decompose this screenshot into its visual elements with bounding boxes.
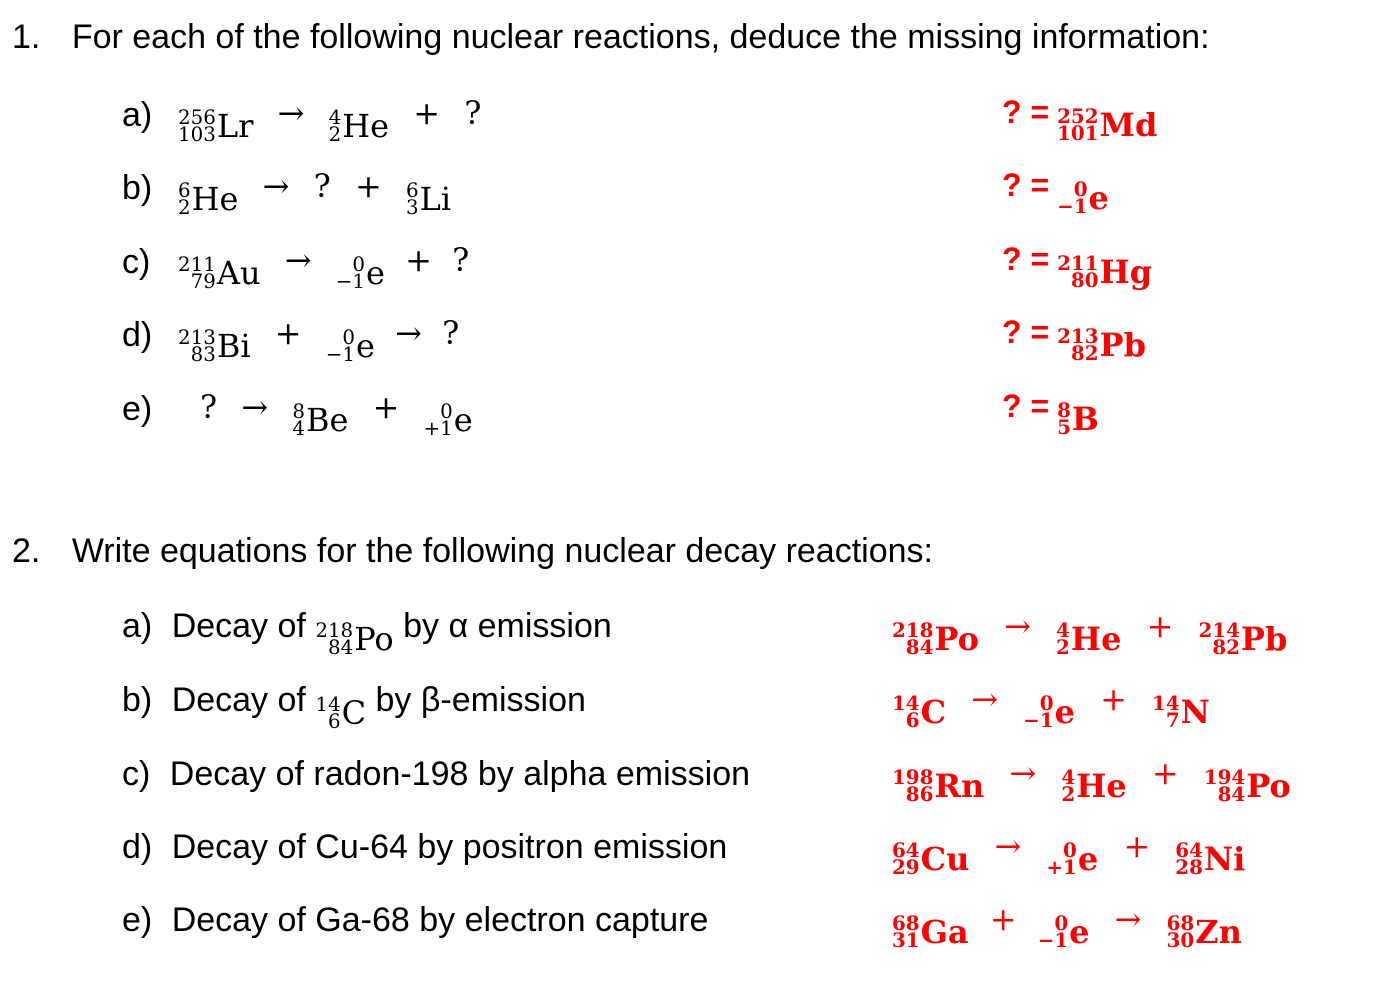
q2b-answer [892,680,1210,731]
q2a-answer [892,607,1287,658]
nuclide-au-211: 211 79 Au [178,253,261,294]
unknown: ? [313,167,331,205]
beta-particle: 0 −1 e [1023,691,1075,733]
nuclide-he-4: 4 2 He [328,106,390,147]
nuclide-rn-198: 198 86 Rn [892,765,985,807]
q1c-answer: ? = 211 80 Hg [1002,241,1153,293]
arrow: → [284,241,312,279]
nuclide-li-6: 6 3 Li [405,179,452,220]
nuclide-he-6: 6 2 He [178,179,239,220]
question-1-number: 1. [12,18,41,56]
arrow: → [994,827,1022,865]
positron-particle: 0 +1 e [1046,838,1099,880]
q1d-answer: ? = 213 82 Pb [1002,314,1146,366]
q1b-label: b) [122,169,153,207]
plus: + [1100,680,1127,718]
nuclide-cu-64: 64 29 Cu [892,838,970,880]
q2e-text: e) Decay of Ga-68 by electron capture [122,901,709,939]
q1e-answer: ? = 8 5 B [1002,388,1099,440]
nuclide-b-8: 8 5 B [1057,398,1099,440]
q2c-answer [892,754,1291,805]
plus: + [354,167,382,205]
nuclide-zn-68: 68 30 Zn [1166,911,1242,953]
q2d-text: d) Decay of Cu-64 by positron emission [122,828,728,866]
question-2-number: 2. [12,532,41,570]
q1e-label: e) [122,390,153,428]
arrow: → [241,388,269,426]
unknown: ? [442,314,460,352]
beta-particle: 0 −1 e [335,253,385,294]
nuclide-pb-213: 213 82 Pb [1057,324,1146,366]
nuclide-n-14: 14 7 N [1152,691,1210,733]
question-2-title [12,532,933,571]
q1e-equation [200,388,473,439]
nuclide-po-218: 218 84 Po [315,619,394,660]
q2b-text: b) Decay of 14 6 C by β-emission [122,681,586,734]
nuclide-c-14: 14 6 C [315,693,367,734]
beta-particle: 0 −1 e [325,326,375,367]
q1a-answer: ? = 252 101 Md [1002,94,1158,146]
nuclide-c-14: 14 6 C [892,691,947,733]
plus: + [274,314,302,352]
nuclide-pb-214: 214 82 Pb [1198,618,1288,660]
nuclide-ni-64: 64 28 Ni [1175,838,1246,880]
nuclide-po-218: 218 84 Po [892,618,979,660]
arrow: → [1009,754,1037,792]
nuclide-be-8: 8 4 Be [292,400,349,441]
q1b-equation [178,167,451,218]
plus: + [989,900,1017,938]
nuclide-md-252: 252 101 Md [1057,104,1158,146]
nuclide-he-4: 4 2 He [1056,618,1122,660]
question-1-text: For each of the following nuclear reactions, deduce the missing information: [71,18,1210,56]
plus: + [405,241,432,279]
question-1-title [12,18,1210,57]
nuclide-lr-256: 256 103 Lr [178,106,254,147]
beta-particle: 0 −1 e [1037,911,1090,953]
unknown: ? [464,94,482,132]
nuclide-he-4: 4 2 He [1061,765,1127,807]
question-2-text: Write equations for the following nuclear decay reactions: [71,532,933,570]
q1a-equation [178,94,481,145]
positron-particle: 0 +1 e [423,400,473,441]
q1a-label: a) [122,96,153,134]
arrow: → [277,94,305,132]
q1c-label: c) [122,243,151,281]
q2e-answer [892,900,1242,951]
q1d-equation [178,314,459,365]
arrow: → [1114,900,1142,938]
plus: + [372,388,400,426]
q1d-label: d) [122,316,153,354]
q2c-text: c) Decay of radon-198 by alpha emission [122,755,751,793]
nuclide-ga-68: 68 31 Ga [892,911,969,953]
nuclide-bi-213: 213 83 Bi [178,326,251,367]
beta-particle: 0 −1 e [1057,177,1109,219]
arrow: → [262,167,290,205]
nuclide-hg-211: 211 80 Hg [1057,251,1153,293]
plus: + [1151,754,1179,792]
q2d-answer [892,827,1245,878]
plus: + [413,94,441,132]
nuclide-po-194: 194 84 Po [1203,765,1291,807]
unknown: ? [452,241,470,279]
unknown: ? [200,388,218,426]
plus: + [1146,607,1174,645]
arrow: → [1004,607,1031,645]
arrow: → [395,314,422,352]
plus: + [1123,827,1151,865]
q1c-equation [178,241,469,292]
q2a-text: a) Decay of 218 84 Po by α emission [122,607,612,660]
arrow: → [971,680,999,718]
q1b-answer: ? = 0 −1 e [1002,167,1109,219]
